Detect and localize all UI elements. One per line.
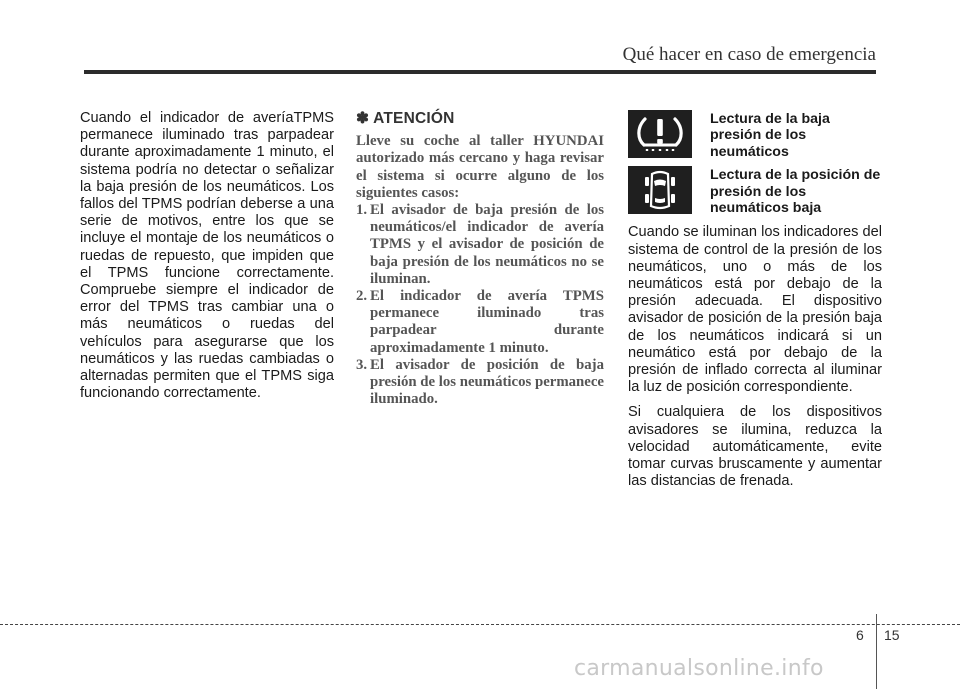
caution-list xyxy=(356,202,604,408)
tpms-malfunction-paragraph: Cuando el indicador de averíaTPMS permanece iluminado tras parpadear durante aproximadamente 1 minuto, el sistema podría no detectar o señalizar la baja presión de los neumáticos. Los fallos del TPMS podrían deberse a una serie de motivos, entre los que se incluye el montaje de los neumáticos o ruedas de repuesto, que impiden que el TPMS funcione correctamente. Compruebe siempre el indicador de error del TPMS tras cambiar una o más neumáticos o ruedas del vehículos para asegurarse que los neumáticos y las ruedas cambiadas o alternadas permiten que el TPMS siga funcionando correctamente. xyxy=(80,110,334,402)
indicator-low-pressure-label: Lectura de la baja presión de los neumáticos xyxy=(710,111,830,160)
caution-box xyxy=(356,110,604,408)
caution-title: ✽ ATENCIÓN xyxy=(356,110,455,127)
caution-intro: Lleve su coche al taller HYUNDAI autorizado más cercano y haga revisar el sistema si ocurre alguno de los siguientes casos: xyxy=(356,133,604,201)
page-number: 15 xyxy=(884,627,900,643)
tire-pressure-warning-icon xyxy=(628,110,692,158)
column-left xyxy=(80,110,334,402)
indicator-position-label: Lectura de la posición de presión de los neumáticos baja xyxy=(710,167,881,217)
tpms-action-paragraph: Si cualquiera de los dispositivos avisadores se ilumina, reduzca la velocidad automáticamente, evite tomar curvas bruscamente y aumentar las distancias de frenada. xyxy=(628,404,882,490)
page-header-title: Qué hacer en caso de emergencia xyxy=(622,44,876,65)
page-number-separator xyxy=(876,614,877,689)
column-right xyxy=(628,110,882,498)
indicator-position xyxy=(628,166,882,216)
caution-item-1: 1. El avisador de baja presión de los neumáticos/el indicador de avería TPMS y el avisador de posición de baja presión de los neumáticos no se iluminan. xyxy=(356,202,604,287)
tire-position-car-icon xyxy=(628,166,692,214)
header-rule xyxy=(84,70,876,74)
indicator-low-pressure xyxy=(628,110,882,160)
caution-item-2: 2. El indicador de avería TPMS permanece iluminado tras parpadear durante aproximadamente 1 minuto. xyxy=(356,288,604,356)
footer-rule xyxy=(0,624,960,625)
chapter-number: 6 xyxy=(856,627,864,643)
caution-item-3: 3. El avisador de posición de baja presión de los neumáticos permanece iluminado. xyxy=(356,356,604,408)
tpms-lit-paragraph: Cuando se iluminan los indicadores del sistema de control de la presión de los neumáticos, uno o más de los neumáticos está por debajo de la presión adecuada. El dispositivo avisador de posición de la presión baja de los neumáticos indicará si un neumático está por debajo de la presión de inflado correcta al iluminar la luz de posición correspondiente. xyxy=(628,224,882,396)
watermark-text: carmanualsonline.info xyxy=(574,656,824,681)
